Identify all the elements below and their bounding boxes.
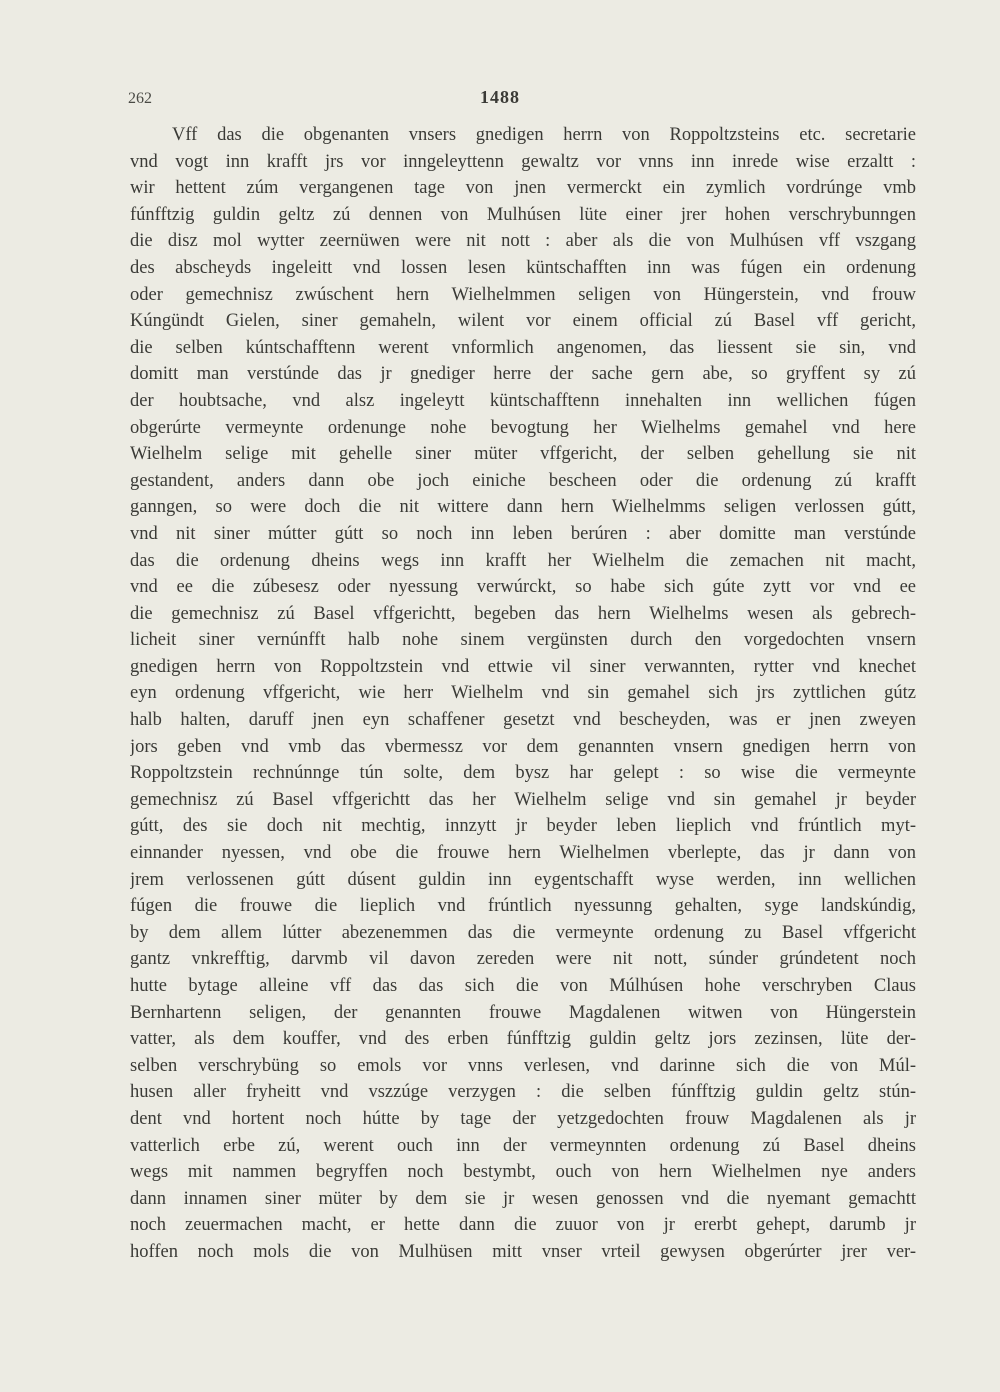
text-line: hoffen noch mols die von Mulhüsen mitt vnser vrteil gewysen obgerúrter jrer ver- xyxy=(130,1241,916,1262)
text-line: oder gemechnisz zwúschent hern Wielhelmmen seligen von Hüngerstein, vnd frouw xyxy=(130,284,916,305)
text-line: by dem allem lútter abezenemmen das die vermeynte ordenung zu Basel vffgericht xyxy=(130,922,916,943)
text-line: obgerúrte vermeynte ordenunge nohe bevogtung her Wielhelms gemahel vnd here xyxy=(130,417,916,438)
text-line: gnedigen herrn von Roppoltzstein vnd ettwie vil siner verwannten, rytter vnd knechet xyxy=(130,656,916,677)
text-line: Bernhartenn seligen, der genannten frouwe Magdalenen witwen von Hüngerstein xyxy=(130,1002,916,1023)
text-line: husen aller fryheitt vnd vszzúge verzygen : die selben fúnfftzig guldin geltz stún- xyxy=(130,1082,916,1103)
text-line: wegs mit nammen begryffen noch bestymbt, ouch von hern Wielhelmen nye anders xyxy=(130,1162,916,1183)
text-line: dent vnd hortent noch hútte by tage der yetzgedochten frouw Magdalenen als jr xyxy=(130,1108,916,1129)
text-line: vatter, als dem kouffer, vnd des erben fúnfftzig guldin geltz jors zezinsen, lüte der- xyxy=(130,1029,916,1050)
text-line: gestandent, anders dann obe joch einiche bescheen oder die ordenung zú krafft xyxy=(130,470,916,491)
text-line: Vff das die obgenanten vnsers gnedigen herrn von Roppoltzsteins etc. secretarie xyxy=(172,125,916,145)
text-line: vatterlich erbe zú, werent ouch inn der vermeynnten ordenung zú Basel dheins xyxy=(130,1135,916,1156)
text-line: vnd vogt inn krafft jrs vor inngeleyttenn gewaltz vor vnns inn inrede wise erzaltt : xyxy=(130,151,916,172)
text-line: gútt, des sie doch nit mechtig, innzytt jr beyder leben lieplich vnd frúntlich myt- xyxy=(130,816,916,837)
text-line: gemechnisz zú Basel vffgerichtt das her Wielhelm selige vnd sin gemahel jr beyder xyxy=(130,789,916,810)
text-line: fúgen die frouwe die lieplich vnd frúntlich nyessunng gehalten, syge landskúndig, xyxy=(130,896,916,917)
text-line: fúnfftzig guldin geltz zú dennen von Mulhúsen lüte einer jrer hohen verschrybunngen xyxy=(130,204,916,225)
text-line: die gemechnisz zú Basel vffgerichtt, begeben das hern Wielhelms wesen als gebrech- xyxy=(130,603,916,624)
text-line: halb halten, daruff jnen eyn schaffener gesetzt vnd bescheyden, was er jnen zweyen xyxy=(130,710,916,731)
text-line: eyn ordenung vffgericht, wie herr Wielhelm vnd sin gemahel sich jrs zyttlichen gútz xyxy=(130,683,916,704)
body-text xyxy=(130,122,916,1266)
text-line: die disz mol wytter zeernüwen were nit nott : aber als die von Mulhúsen vff vszgang xyxy=(130,231,916,252)
text-line: einnander nyessen, vnd obe die frouwe hern Wielhelmen vberlepte, das jr dann von xyxy=(130,843,916,864)
text-line: domitt man verstúnde das jr gnediger herre der sache gern abe, so gryffent sy zú xyxy=(130,364,916,385)
text-line: das die ordenung dheins wegs inn krafft her Wielhelm die zemachen nit macht, xyxy=(130,550,916,571)
page-year-heading: 1488 xyxy=(480,87,520,107)
text-line: Wielhelm selige mit gehelle siner müter vffgericht, der selben gehellung sie nit xyxy=(130,444,916,465)
text-line: Kúngündt Gielen, siner gemaheln, wilent vor einem official zú Basel vff gericht, xyxy=(130,311,916,332)
text-line: hutte bytage alleine vff das das sich die von Múlhúsen hohe verschryben Claus xyxy=(130,976,916,996)
text-line: licheit siner vernúnfft halb nohe sinem vergünsten durch den vorgedochten vnsern xyxy=(130,630,916,651)
text-line: ganngen, so were doch die nit wittere dann hern Wielhelmms seligen verlossen gútt, xyxy=(130,497,916,518)
text-line: jrem verlossenen gútt dúsent guldin inn eygentschafft wyse werden, inn wellichen xyxy=(130,869,916,890)
text-line: vnd nit siner mútter gútt so noch inn leben berúren : aber domitte man verstúnde xyxy=(130,523,916,544)
page-number: 262 xyxy=(128,90,152,107)
text-line: wir hettent zúm vergangenen tage von jnen vermerckt ein zymlich vordrúnge vmb xyxy=(130,178,916,199)
text-line: Roppoltzstein rechnúnnge tún solte, dem bysz har gelept : so wise die vermeynte xyxy=(130,763,916,784)
text-line: die selben kúntschafftenn werent vnformlich angenomen, das liessent sie sin, vnd xyxy=(130,337,916,358)
text-line: vnd ee die zúbesesz oder nyessung verwúrckt, so habe sich gúte zytt vor vnd ee xyxy=(130,577,916,598)
text-line: jors geben vnd vmb das vbermessz vor dem genannten vnsern gnedigen herrn von xyxy=(130,736,916,757)
text-line: selben verschrybüng so emols vor vnns verlesen, vnd darinne sich die von Múl- xyxy=(130,1055,916,1076)
text-line: des abscheyds ingeleitt vnd lossen lesen küntschafften inn was fúgen ein ordenung xyxy=(130,257,916,278)
text-line: der houbtsache, vnd alsz ingeleytt küntschafftenn innehalten inn wellichen fúgen xyxy=(130,390,916,411)
text-line: dann innamen siner müter by dem sie jr wesen genossen vnd die nyemant gemachtt xyxy=(130,1188,916,1209)
text-line: noch zeuermachen macht, er hette dann die zuuor von jr ererbt gehept, darumb jr xyxy=(130,1215,916,1236)
text-line: gantz vnkrefftig, darvmb vil davon zereden were nit nott, súnder grúndetent noch xyxy=(130,949,916,970)
